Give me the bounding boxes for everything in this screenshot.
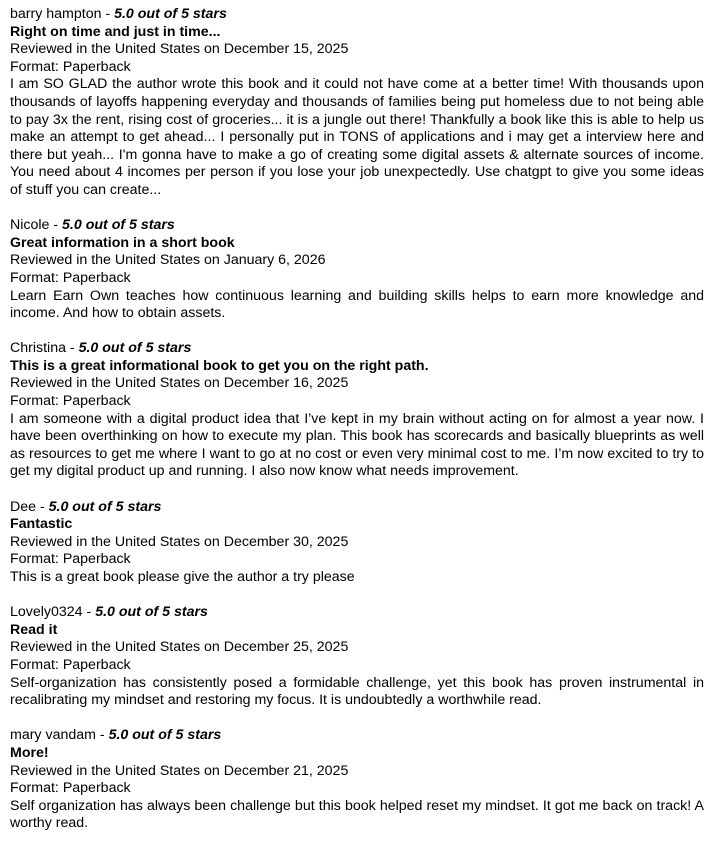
separator: - — [65, 340, 79, 357]
review-format: Format: Paperback — [10, 656, 131, 673]
review-date: Reviewed in the United States on December 15, 2025 — [10, 41, 349, 58]
separator: - — [49, 217, 63, 234]
review-author: mary vandam — [10, 727, 96, 744]
review-date: Reviewed in the United States on December 30, 2025 — [10, 533, 349, 550]
review-author: Nicole — [10, 217, 50, 234]
review-date: Reviewed in the United States on December 25, 2025 — [10, 639, 349, 656]
review-item — [10, 340, 704, 481]
review-item — [10, 727, 704, 833]
review-header — [10, 604, 704, 622]
review-item — [10, 499, 704, 587]
review-format: Format: Paperback — [10, 393, 131, 410]
review-title: Great information in a short book — [10, 234, 235, 251]
review-body: I am someone with a digital product idea that I’ve kept in my brain without acting on for almost a year now. I have been overthinking on how to execute my plan. This book has scorecards and basically blueprints as well as resources to get me where I want to go at no cost or even very minimal cost to me. I’m now excited to try to get my digital product up and running. I also now know what needs improvement. — [10, 410, 704, 480]
separator: - — [95, 727, 109, 744]
review-author: Lovely0324 — [10, 604, 83, 621]
review-rating: 5.0 out of 5 stars — [108, 727, 222, 744]
review-rating: 5.0 out of 5 stars — [95, 604, 208, 621]
review-body: Learn Earn Own teaches how continuous learning and building skills helps to earn more knowledge and income. And how to obtain assets. — [10, 287, 704, 322]
review-rating: 5.0 out of 5 stars — [78, 340, 192, 357]
review-author: Christina — [10, 340, 66, 357]
review-header — [10, 499, 704, 517]
review-header — [10, 727, 704, 745]
review-title: More! — [10, 744, 49, 761]
review-body: I am SO GLAD the author wrote this book and it could not have come at a better time! With thousands upon thousands of layoffs happening everyday and thousands of families being put homeless due to not being able to pay 3x the rent, rising cost of groceries... it is a jungle out there! Thankfully a book like this is able to help us make an attempt to get ahead... I personally put in TONS of applications and i may get a interview here and there but yeah... I'm gonna have to make a go of creating some digital assets & alternate sources of income. You need about 4 incomes per person if you lose your job unexpectedly. Use chatgpt to give you some ideas of stuff you can create... — [10, 76, 704, 198]
review-header — [10, 217, 704, 235]
review-body: Self organization has always been challenge but this book helped reset my mindset. It got me back on track! A worthy read. — [10, 797, 704, 832]
review-format: Format: Paperback — [10, 780, 131, 797]
review-rating: 5.0 out of 5 stars — [62, 217, 175, 234]
review-rating: 5.0 out of 5 stars — [114, 6, 227, 22]
separator: - — [82, 604, 96, 621]
review-header — [10, 340, 704, 358]
review-item — [10, 217, 704, 323]
review-title: This is a great informational book to get you on the right path. — [10, 357, 429, 374]
review-format: Format: Paperback — [10, 58, 131, 75]
review-date: Reviewed in the United States on December 16, 2025 — [10, 375, 349, 392]
review-title: Fantastic — [10, 516, 73, 533]
review-author: Dee — [10, 498, 37, 515]
review-title: Right on time and just in time... — [10, 23, 221, 40]
review-date: Reviewed in the United States on January 6, 2026 — [10, 252, 326, 269]
separator: - — [36, 498, 49, 515]
review-format: Format: Paperback — [10, 269, 131, 286]
review-body: This is a great book please give the author a try please — [10, 569, 355, 585]
review-header — [10, 6, 704, 24]
review-item — [10, 604, 704, 710]
review-date: Reviewed in the United States on December 21, 2025 — [10, 762, 349, 779]
review-rating: 5.0 out of 5 stars — [48, 498, 162, 515]
separator: - — [101, 6, 115, 22]
review-title: Read it — [10, 621, 58, 638]
review-format: Format: Paperback — [10, 551, 131, 568]
review-body: Self-organization has consistently posed a formidable challenge, yet this book has proven instrumental in recalibrating my mindset and restoring my focus. It is undoubtedly a worthwhile read. — [10, 674, 704, 709]
review-author: barry hampton — [10, 6, 102, 22]
review-item — [10, 6, 704, 200]
